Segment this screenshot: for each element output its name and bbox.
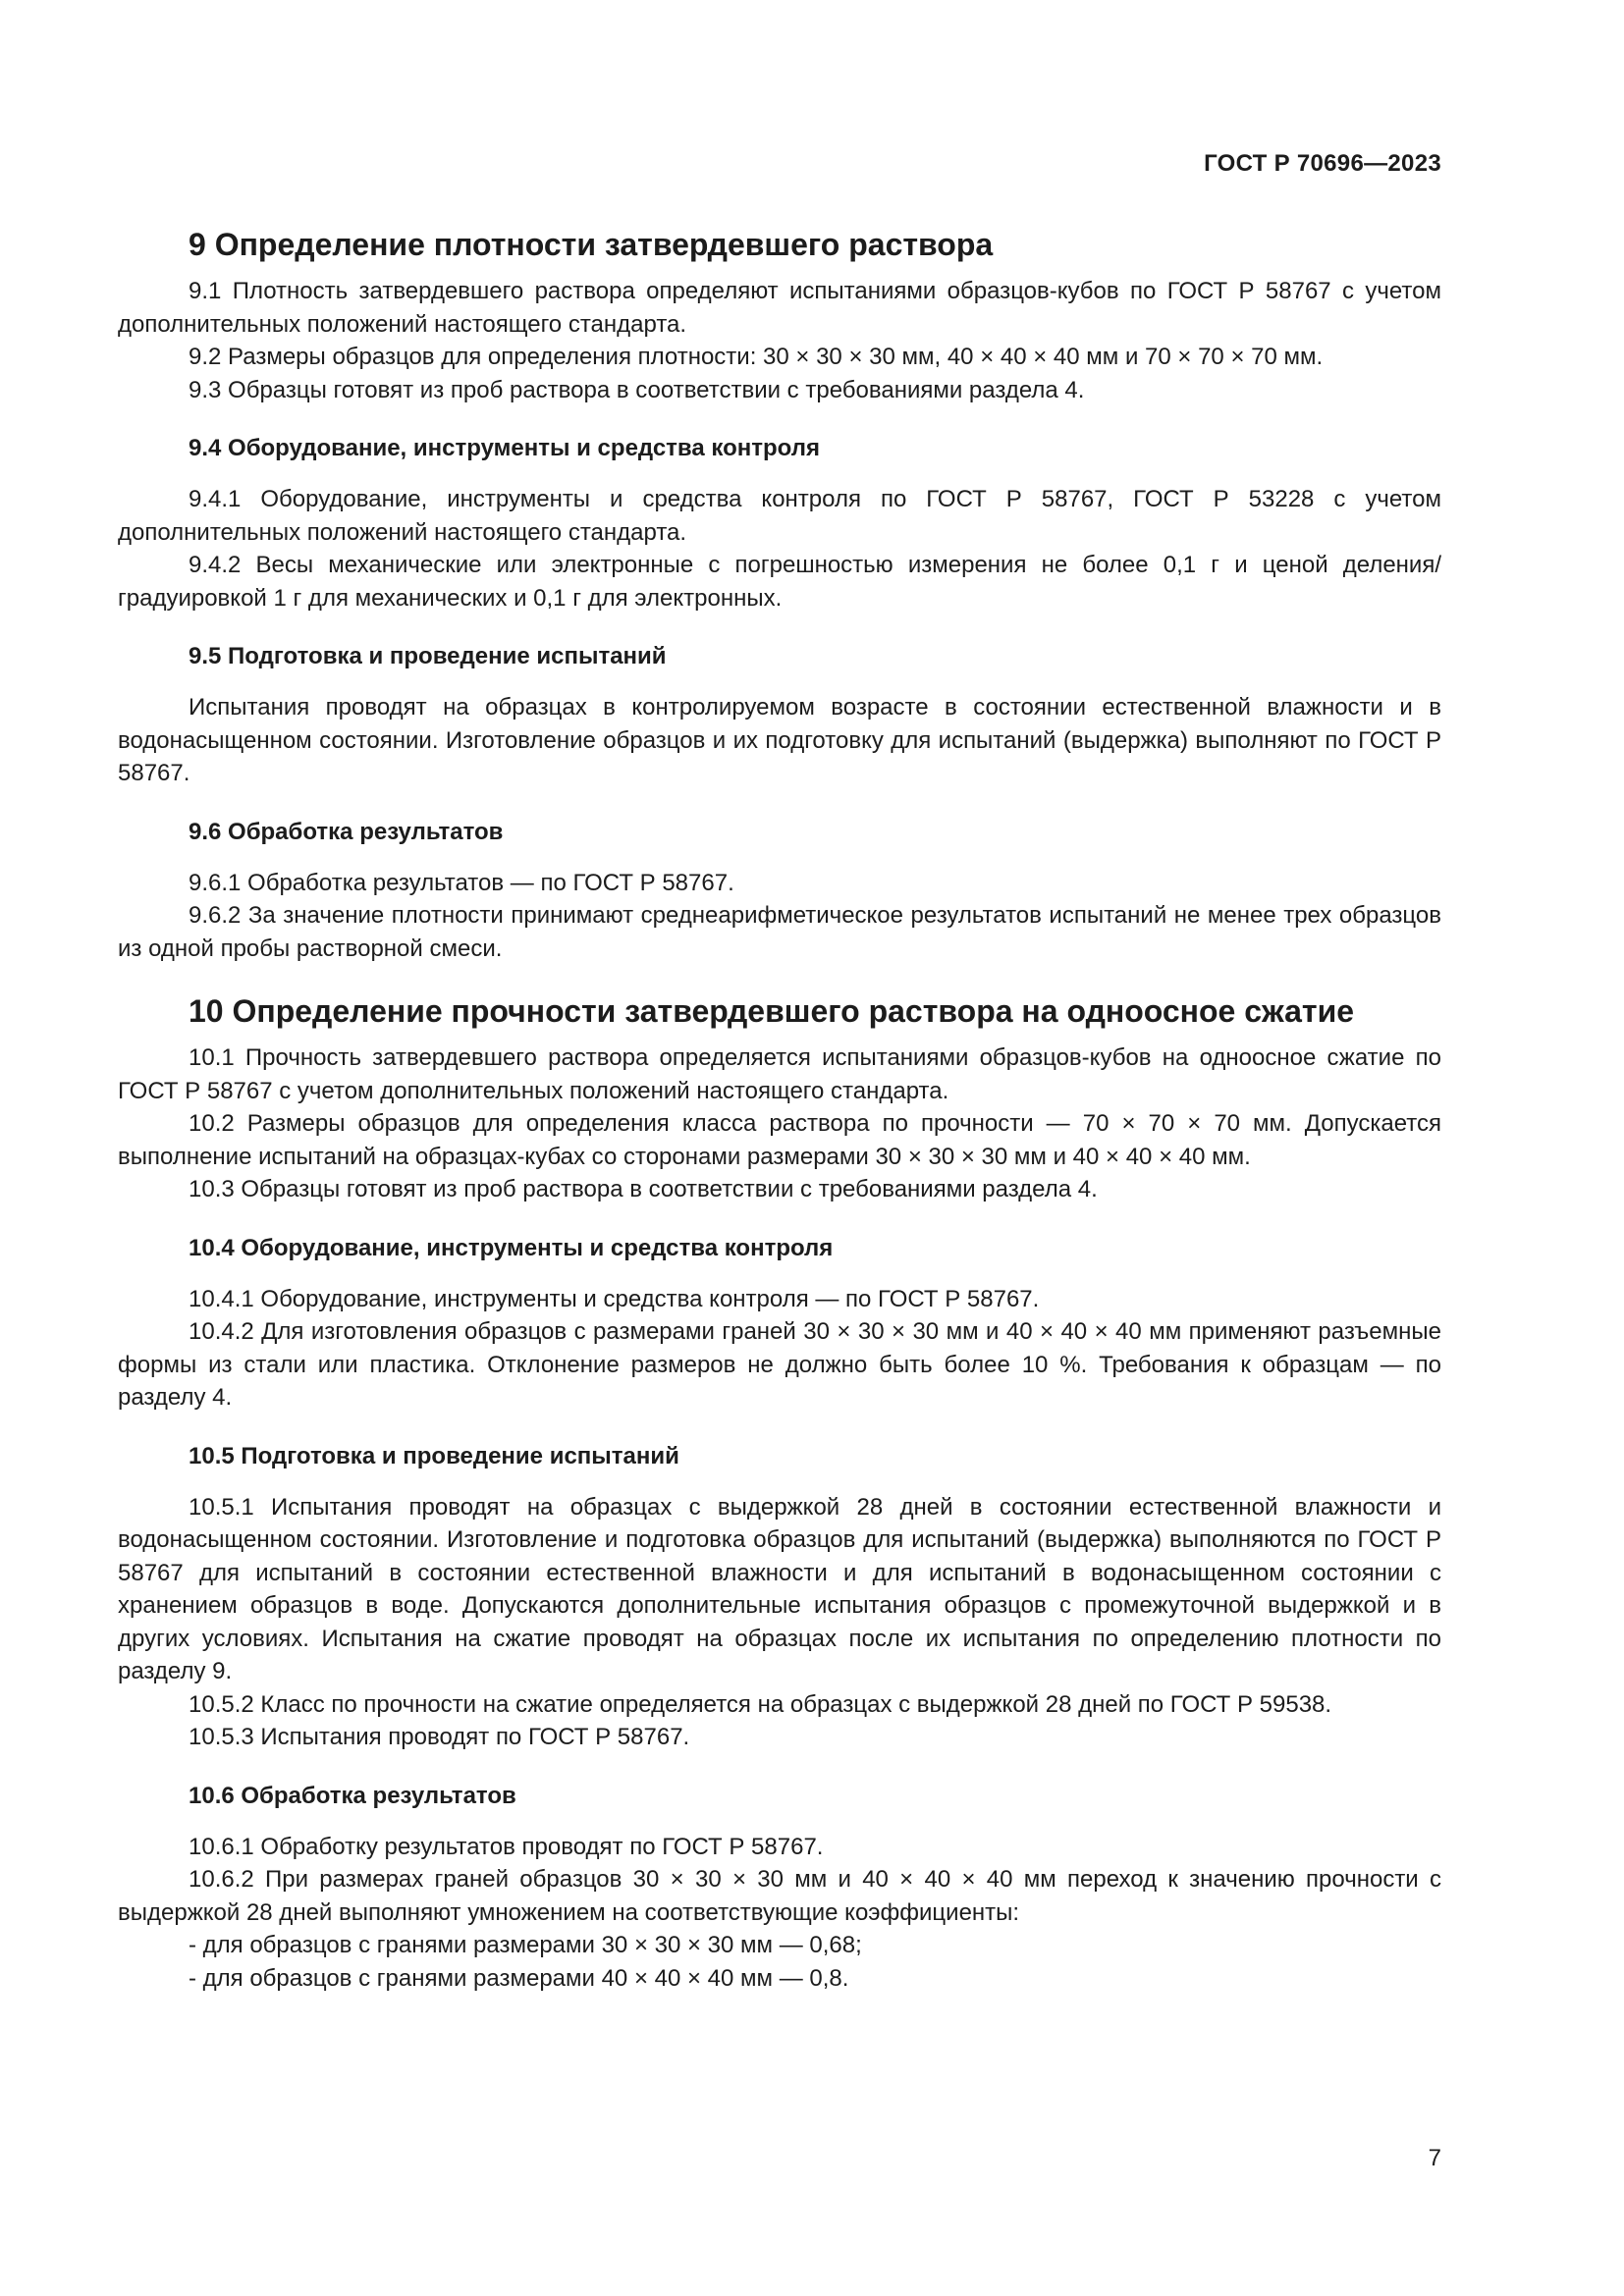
section-title: 10 Определение прочности затвердевшего раствора на одноосное сжатие — [189, 993, 1355, 1029]
document-id-header: ГОСТ Р 70696—2023 — [1204, 150, 1441, 177]
subsection-title: 9.5 Подготовка и проведение испытаний — [189, 643, 667, 669]
paragraph: 10.4.2 Для изготовления образцов с размерами граней 30 × 30 × 30 мм и 40 × 40 × 40 мм применяют разъемные формы из стали или пластика. Отклонение размеров не должно быть более 10 %. Требования к образцам — по разделу 4. — [118, 1318, 1441, 1411]
subsection-title: 10.6 Обработка результатов — [189, 1782, 516, 1809]
paragraph: 10.1 Прочность затвердевшего раствора определяется испытаниями образцов-кубов на одноосное сжатие по ГОСТ Р 58767 с учетом дополнительных положений настоящего стандарта. — [118, 1044, 1441, 1104]
document-body — [118, 224, 1441, 1995]
paragraph: 9.2 Размеры образцов для определения плотности: 30 × 30 × 30 мм, 40 × 40 × 40 мм и 70 × 70 × 70 мм. — [189, 344, 1324, 370]
paragraph: 9.4.1 Оборудование, инструменты и средства контроля по ГОСТ Р 58767, ГОСТ Р 53228 с учетом дополнительных положений настоящего стандарта. — [118, 486, 1441, 546]
paragraph: 9.6.1 Обработка результатов — по ГОСТ Р 58767. — [189, 869, 734, 896]
paragraph: 9.1 Плотность затвердевшего раствора определяют испытаниями образцов-кубов по ГОСТ Р 58767 с учетом дополнительных положений настоящего стандарта. — [118, 278, 1441, 338]
subsection-title: 10.5 Подготовка и проведение испытаний — [189, 1442, 679, 1469]
paragraph: 10.5.2 Класс по прочности на сжатие определяется на образцах с выдержкой 28 дней по ГОСТ Р 59538. — [189, 1690, 1332, 1718]
paragraph: 10.3 Образцы готовят из проб раствора в соответствии с требованиями раздела 4. — [189, 1176, 1098, 1202]
list-item: - для образцов с гранями размерами 40 × 40 × 40 мм — 0,8. — [189, 1964, 849, 1992]
list-item: - для образцов с гранями размерами 30 × 30 × 30 мм — 0,68; — [189, 1932, 862, 1958]
subsection-title: 9.6 Обработка результатов — [189, 818, 504, 845]
paragraph: 10.6.1 Обработку результатов проводят по ГОСТ Р 58767. — [189, 1833, 824, 1860]
paragraph: 10.6.2 При размерах граней образцов 30 × 30 × 30 мм и 40 × 40 × 40 мм переход к значению прочности с выдержкой 28 дней выполняют умножением на соответствующие коэффициенты: — [118, 1866, 1441, 1926]
paragraph: Испытания проводят на образцах в контролируемом возрасте в состоянии естественной влажности и в водонасыщенном состоянии. Изготовление образцов и их подготовку для испытаний (выдержка) выполняют по ГОСТ Р 58767. — [118, 694, 1441, 786]
paragraph: 9.3 Образцы готовят из проб раствора в соответствии с требованиями раздела 4. — [189, 376, 1085, 403]
subsection-title: 10.4 Оборудование, инструменты и средства контроля — [189, 1234, 834, 1261]
section-title: 9 Определение плотности затвердевшего раствора — [189, 227, 994, 262]
paragraph: 10.5.1 Испытания проводят на образцах с выдержкой 28 дней в состоянии естественной влажности и водонасыщенном состоянии. Изготовление и подготовка образцов для испытаний (выдержка) выполняются по ГОСТ Р 58767 для испытаний в состоянии естественной влажности и для испытаний в водонасыщенном состоянии с хранением образцов в воде. Допускаются дополнительные испытания образцов с промежуточной выдержкой и в других условиях. Испытания на сжатие проводят на образцах после их испытания по определению плотности по разделу 9. — [118, 1493, 1441, 1684]
paragraph: 10.4.1 Оборудование, инструменты и средства контроля — по ГОСТ Р 58767. — [189, 1285, 1040, 1312]
subsection-title: 9.4 Оборудование, инструменты и средства контроля — [189, 435, 820, 461]
paragraph: 9.4.2 Весы механические или электронные с погрешностью измерения не более 0,1 г и ценой деления/градуировкой 1 г для механических и 0,1 г для электронных. — [118, 552, 1441, 612]
paragraph: 10.2 Размеры образцов для определения класса раствора по прочности — 70 × 70 × 70 мм. Допускается выполнение испытаний на образцах-кубах со сторонами размерами 30 × 30 × 30 мм и 40 × 40 × 40 мм. — [118, 1110, 1441, 1170]
paragraph: 10.5.3 Испытания проводят по ГОСТ Р 58767. — [189, 1724, 690, 1750]
page-number: 7 — [1428, 2145, 1441, 2171]
paragraph: 9.6.2 За значение плотности принимают среднеарифметическое результатов испытаний не менее трех образцов из одной пробы растворной смеси. — [118, 902, 1441, 962]
